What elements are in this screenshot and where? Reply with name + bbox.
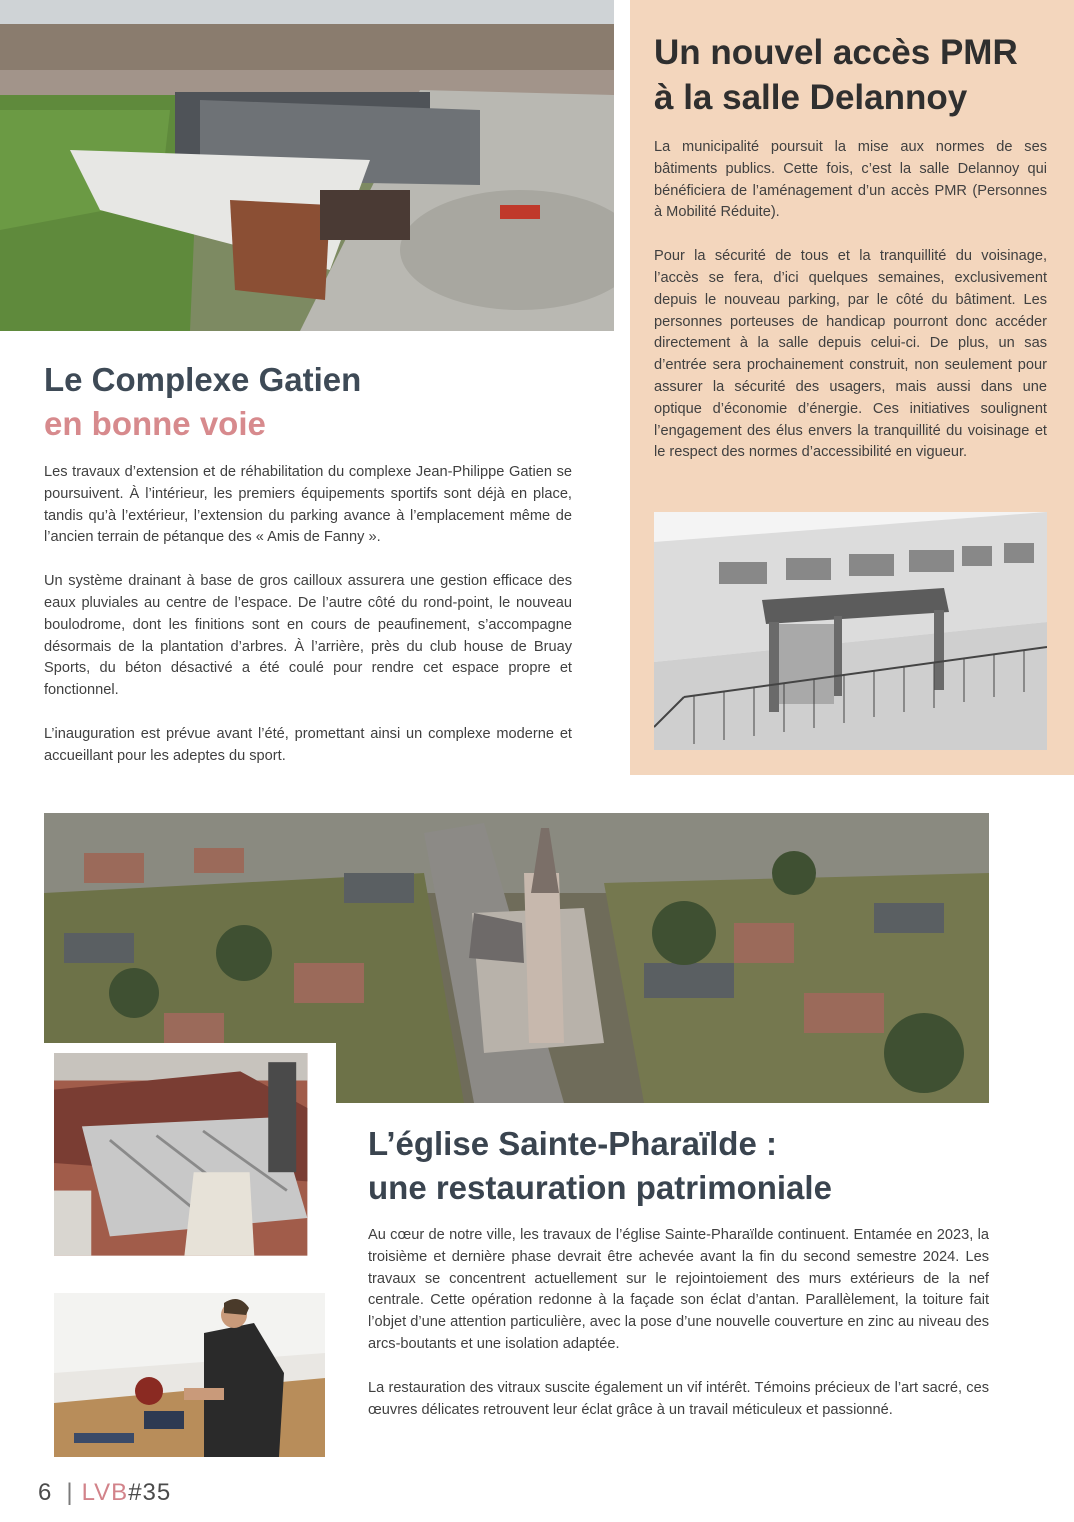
pmr-title-line-1: Un nouvel accès PMR xyxy=(654,33,1018,72)
photo-complexe-gatien-aerial xyxy=(0,0,614,331)
page-number: 6 xyxy=(38,1479,53,1506)
church-paragraph: La restauration des vitraux suscite également un vif intérêt. Témoins précieux de l’art sacré, ces œuvres délicates retrouvent leur éclat grâce à un travail méticuleux et passionné. xyxy=(368,1379,989,1418)
church-article-title xyxy=(368,1122,1008,1210)
church-paragraph: Au cœur de notre ville, les travaux de l’église Sainte-Pharaïlde continuent. Entamée en 2023, la troisième et dernière phase devrait être achevée avant la fin du second semestre 2024. Les travaux se concentrent actuellement sur le rejointoiement des murs extérieurs de la nef centrale. Cette opération redonne à la façade son éclat d’antan. Parallèlement, la toiture fait l’objet d’une attention particulière, avec la pose d’une nouvelle couverture en zinc au niveau des arcs-boutants et une isolation adaptée. xyxy=(368,1227,989,1352)
gatien-paragraph: L’inauguration est prévue avant l’été, promettant ainsi un complexe moderne et accueillant pour les adeptes du sport. xyxy=(44,725,572,764)
photo-pmr-access-render xyxy=(654,512,1047,750)
pmr-title-line-2: à la salle Delannoy xyxy=(654,78,968,117)
church-title-line-1: L’église Sainte-Pharaïlde : xyxy=(368,1125,777,1162)
church-article-body xyxy=(368,1225,989,1443)
pmr-paragraph: La municipalité poursuit la mise aux normes de ses bâtiments publics. Cette fois, c’est la salle Delannoy qui bénéficiera de l’aménagement d’un accès PMR (Personnes à Mobilité Réduite). xyxy=(654,139,1047,221)
pmr-article-body xyxy=(654,137,1047,486)
gatien-title-line-1: Le Complexe Gatien xyxy=(44,361,362,398)
gatien-article-body xyxy=(44,462,572,790)
photo-stained-glass-worker xyxy=(54,1293,325,1457)
magazine-name: LVB xyxy=(81,1479,129,1506)
issue-number: #35 xyxy=(128,1479,172,1506)
gatien-article-title xyxy=(44,358,584,446)
photo-church-roof-inset xyxy=(44,1043,336,1284)
gatien-paragraph: Un système drainant à base de gros cailloux assurera une gestion efficace des eaux pluviales au centre de l’espace. De l’autre côté du rond-point, le nouveau boulodrome, dont les finitions sont en cours de peaufinement, s’accompagne désormais de la plantation d’arbres. À l’arrière, près du club house de Bruay Sports, du béton désactivé a été coulé pour rendre cet espace propre et fonctionnel. xyxy=(44,573,572,699)
page-footer xyxy=(38,1478,171,1508)
church-title-line-2: une restauration patrimoniale xyxy=(368,1169,832,1206)
pmr-paragraph: Pour la sécurité de tous et la tranquillité du voisinage, l’accès se fera, d’ici quelques semaines, exclusivement depuis le nouveau parking, par le côté du bâtiment. Les personnes porteuses de handicap pourront donc accéder directement à la salle depuis celui-ci. De plus, un sas d’entrée sera prochainement construit, non seulement pour assurer la sécurité des usagers, mais aussi dans une optique d’économie d’énergie. Ces initiatives soulignent l’engagement des élus envers la tranquillité du voisinage et le respect des normes d’accessibilité en vigueur. xyxy=(654,248,1047,461)
pmr-article-title xyxy=(654,30,1054,120)
gatien-title-line-2: en bonne voie xyxy=(44,405,266,442)
gatien-paragraph: Les travaux d’extension et de réhabilitation du complexe Jean-Philippe Gatien se poursuivent. À l’intérieur, les premiers équipements sportifs sont déjà en place, tandis qu’à l’extérieur, l’extension du parking avance à l’emplacement même de l’ancien terrain de pétanque des « Amis de Fanny ». xyxy=(44,464,572,546)
footer-separator: | xyxy=(66,1479,74,1506)
